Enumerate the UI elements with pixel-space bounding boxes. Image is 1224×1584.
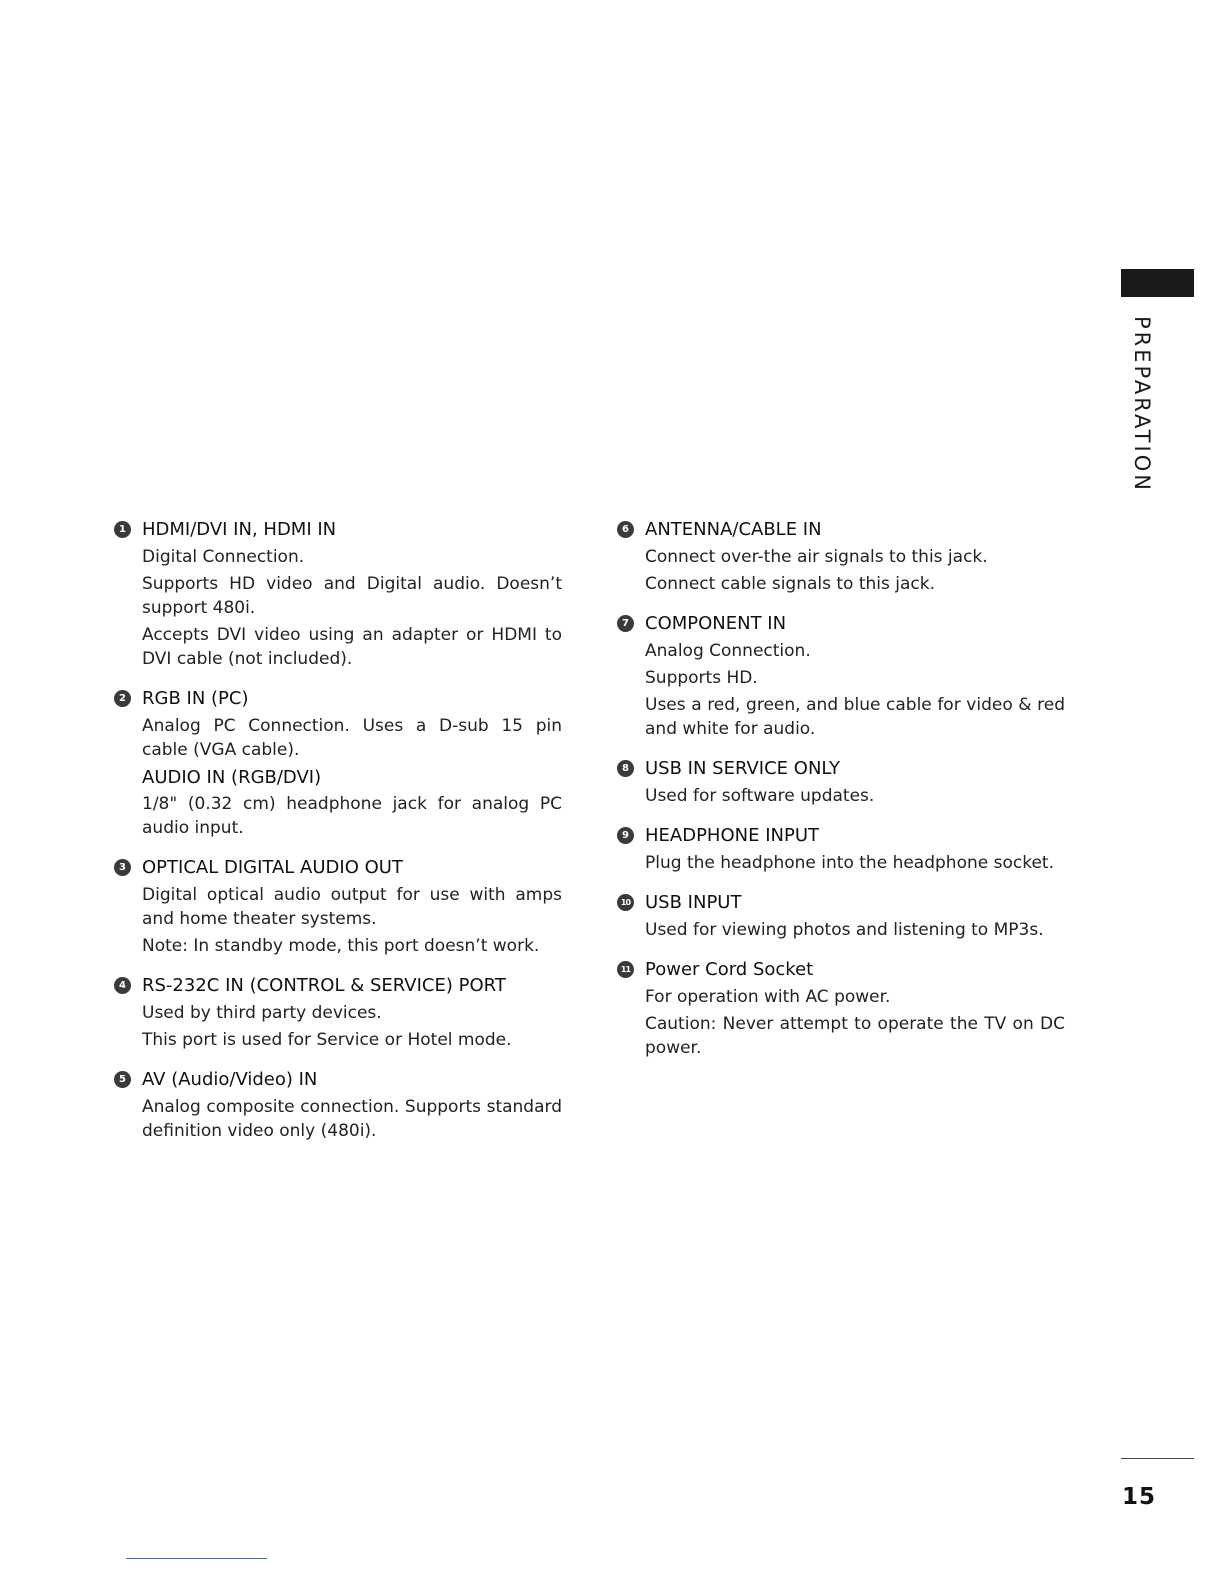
item-text: Used for viewing photos and listening to MP3s. bbox=[645, 920, 1044, 940]
number-badge-icon: 5 bbox=[114, 1071, 131, 1088]
number-badge-icon: 6 bbox=[617, 521, 634, 538]
item-text: 1/8" (0.32 cm) headphone jack for analog PC audio input. bbox=[142, 794, 562, 838]
item-text: Uses a red, green, and blue cable for video & red and white for audio. bbox=[645, 695, 1065, 739]
item-power-cord bbox=[617, 956, 1065, 1060]
item-hdmi bbox=[114, 516, 562, 671]
item-title: USB INPUT bbox=[645, 892, 742, 913]
item-title: HDMI/DVI IN, HDMI IN bbox=[142, 519, 337, 540]
item-text: Supports HD. bbox=[645, 668, 758, 688]
section-tab-bar bbox=[1121, 269, 1194, 297]
item-rs232c bbox=[114, 972, 562, 1052]
item-title: OPTICAL DIGITAL AUDIO OUT bbox=[142, 857, 403, 878]
item-text: Used for software updates. bbox=[645, 786, 875, 806]
item-text: Used by third party devices. bbox=[142, 1003, 382, 1023]
item-text: Digital optical audio output for use with amps and home theater systems. bbox=[142, 885, 562, 929]
item-component bbox=[617, 610, 1065, 741]
item-title: HEADPHONE INPUT bbox=[645, 825, 819, 846]
number-badge-icon: 2 bbox=[114, 690, 131, 707]
link-underline bbox=[126, 1558, 267, 1559]
item-text: Connect over-the air signals to this jack. bbox=[645, 547, 988, 567]
number-badge-icon: 8 bbox=[617, 760, 634, 777]
item-text: Connect cable signals to this jack. bbox=[645, 574, 936, 594]
item-optical bbox=[114, 854, 562, 958]
item-headphone bbox=[617, 822, 1065, 875]
item-title: USB IN SERVICE ONLY bbox=[645, 758, 841, 779]
item-title: Power Cord Socket bbox=[645, 959, 814, 980]
item-text: Analog Connection. bbox=[645, 641, 811, 661]
item-usb-service bbox=[617, 755, 1065, 808]
number-badge-icon: 3 bbox=[114, 859, 131, 876]
page-number: 15 bbox=[1122, 1484, 1157, 1510]
item-title: ANTENNA/CABLE IN bbox=[645, 519, 822, 540]
number-badge-icon: 10 bbox=[617, 894, 634, 911]
item-text: Note: In standby mode, this port doesn’t work. bbox=[142, 936, 540, 956]
item-text: Caution: Never attempt to operate the TV on DC power. bbox=[645, 1014, 1065, 1058]
item-text: Analog PC Connection. Uses a D-sub 15 pin cable (VGA cable). bbox=[142, 716, 562, 760]
item-text: Digital Connection. bbox=[142, 547, 305, 567]
item-antenna bbox=[617, 516, 1065, 596]
number-badge-icon: 1 bbox=[114, 521, 131, 538]
number-badge-icon: 4 bbox=[114, 977, 131, 994]
item-title: RS-232C IN (CONTROL & SERVICE) PORT bbox=[142, 975, 506, 996]
left-column bbox=[114, 516, 562, 1157]
number-badge-icon: 9 bbox=[617, 827, 634, 844]
item-usb-input bbox=[617, 889, 1065, 942]
item-title: COMPONENT IN bbox=[645, 613, 787, 634]
item-title: AV (Audio/Video) IN bbox=[142, 1069, 318, 1090]
item-text: Accepts DVI video using an adapter or HDMI to DVI cable (not included). bbox=[142, 625, 562, 669]
item-text: This port is used for Service or Hotel mode. bbox=[142, 1030, 512, 1050]
item-text: Plug the headphone into the headphone socket. bbox=[645, 853, 1054, 873]
item-text: For operation with AC power. bbox=[645, 987, 891, 1007]
footer-rule bbox=[1121, 1458, 1194, 1459]
item-text: Analog composite connection. Supports standard definition video only (480i). bbox=[142, 1097, 562, 1141]
right-column bbox=[617, 516, 1065, 1074]
item-av-in bbox=[114, 1066, 562, 1143]
item-rgb bbox=[114, 685, 562, 840]
item-title: RGB IN (PC) bbox=[142, 688, 249, 709]
number-badge-icon: 7 bbox=[617, 615, 634, 632]
item-text: Supports HD video and Digital audio. Doesn’t support 480i. bbox=[142, 574, 562, 618]
number-badge-icon: 11 bbox=[617, 961, 634, 978]
item-subtitle: AUDIO IN (RGB/DVI) bbox=[142, 767, 322, 788]
section-label: PREPARATION bbox=[1130, 316, 1154, 493]
